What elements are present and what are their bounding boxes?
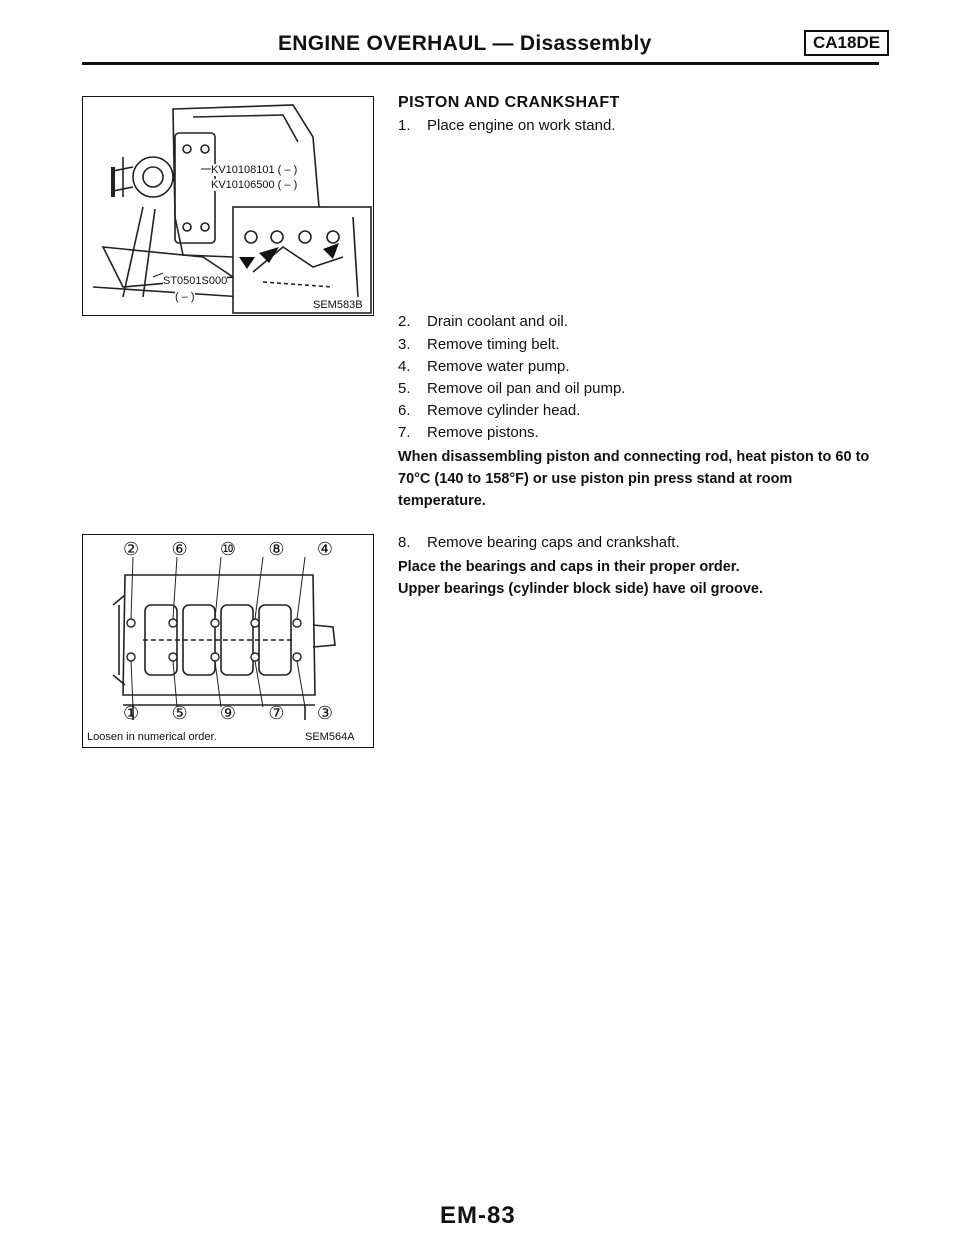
step-number: 1. [398,117,411,134]
header-rule [82,62,879,65]
step-item [398,534,680,551]
step-item [398,117,615,134]
figure-code: SEM564A [305,731,355,743]
order-number: ④ [316,539,333,559]
order-number: ⑥ [171,539,188,559]
step-number: 6. [398,402,411,419]
step-item [398,380,625,397]
tool-label-st0501s000: ST0501S000 [163,275,228,287]
step-number: 7. [398,424,411,441]
tool-label-kv10106500: KV10106500 ( – ) [211,179,298,191]
bearing-order-bottom [123,703,333,724]
order-number: ⑤ [171,703,188,723]
step-item [398,424,539,441]
step-item [398,358,570,375]
step-number: 3. [398,336,411,353]
order-number: ⑦ [268,703,285,723]
step-number: 8. [398,534,411,551]
model-badge: CA18DE [804,30,889,56]
order-number: ⑧ [268,539,285,559]
step-text: Remove pistons. [427,424,539,441]
step-number: 4. [398,358,411,375]
order-number: ① [123,703,140,723]
step-number: 5. [398,380,411,397]
step-item [398,313,568,330]
order-number: ⑩ [219,539,237,559]
step-text: Place engine on work stand. [427,117,616,134]
caution-note: When disassembling piston and connecting rod, heat piston to 60 to 70°C (140 to 158°F) or use piston pin press stand at room temperature. [398,449,870,509]
page-title: ENGINE OVERHAUL — Disassembly [278,32,652,55]
figure-bearing-caps [82,534,374,748]
page-number: EM-83 [440,1202,516,1229]
tool-label-st0501s000-note: ( – ) [175,291,195,303]
step-text: Remove cylinder head. [427,402,581,419]
figure-engine-stand [82,96,374,316]
order-number: ⑨ [219,703,237,723]
bearing-order-top [123,539,333,560]
step-text: Remove oil pan and oil pump. [427,380,626,397]
step-text: Remove timing belt. [427,336,560,353]
tool-label-kv10108101: KV10108101 ( – ) [211,164,298,176]
figure-code: SEM583B [313,299,363,311]
step-text: Remove water pump. [427,358,570,375]
step-text: Drain coolant and oil. [427,313,568,330]
step-text: Remove bearing caps and crankshaft. [427,534,680,551]
step-number: 2. [398,313,411,330]
oil-groove-note: Upper bearings (cylinder block side) have oil groove. [398,581,764,597]
order-number: ② [123,539,140,559]
step-item [398,402,580,419]
order-number: ③ [316,703,333,723]
figure-caption: Loosen in numerical order. [87,731,217,743]
section-heading: PISTON AND CRANKSHAFT [398,94,620,111]
bearing-order-note: Place the bearings and caps in their proper order. [398,559,740,575]
step-item [398,336,560,353]
engine-stand-illustration [83,97,373,315]
